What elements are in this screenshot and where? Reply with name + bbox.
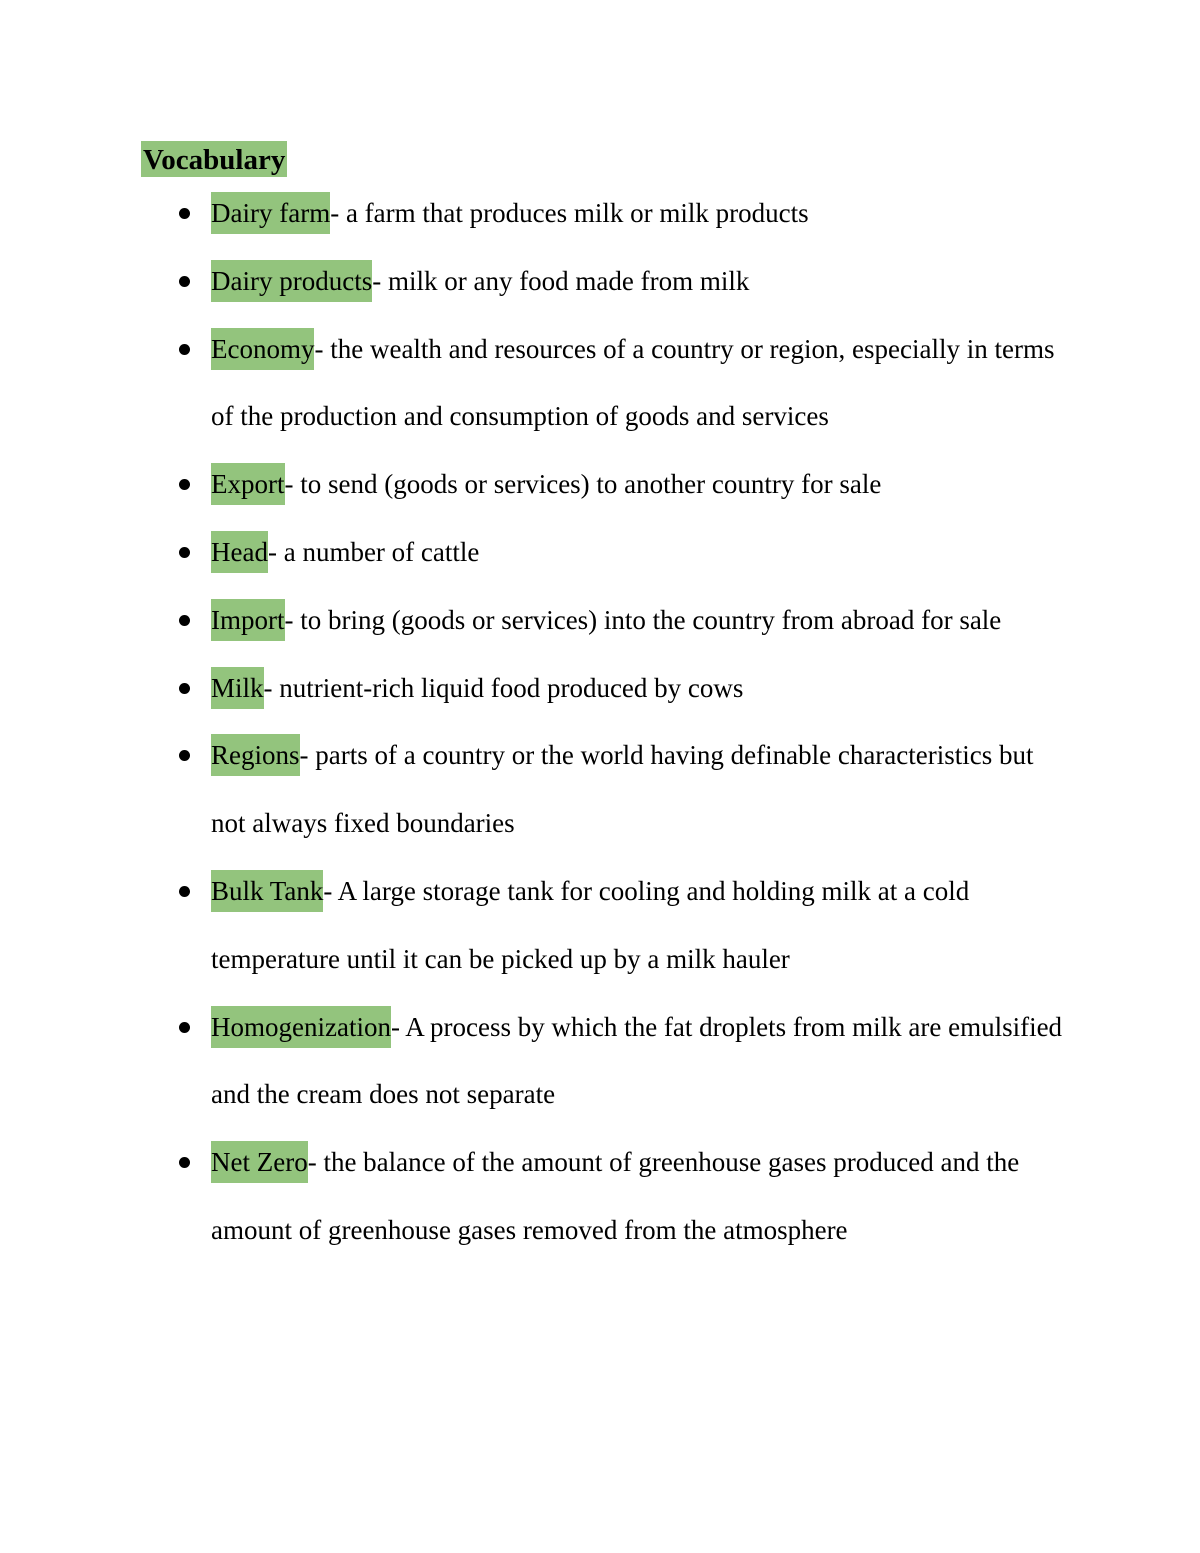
bullet-icon bbox=[179, 683, 190, 694]
vocab-definition: - A large storage tank for cooling and holding milk at a cold temperature until it can be picked up by a milk hauler bbox=[211, 875, 970, 974]
vocab-term: Dairy products bbox=[211, 260, 372, 302]
vocab-item-dairy-farm bbox=[0, 180, 1071, 248]
vocab-term: Regions bbox=[211, 734, 300, 776]
vocab-item-import bbox=[0, 587, 1071, 655]
vocab-item-milk bbox=[0, 655, 1071, 723]
vocab-definition: - nutrient-rich liquid food produced by cows bbox=[263, 672, 744, 703]
vocab-definition: - a number of cattle bbox=[267, 536, 480, 567]
vocab-item-head bbox=[0, 519, 1071, 587]
bullet-icon bbox=[179, 1157, 190, 1168]
bullet-icon bbox=[179, 208, 190, 219]
vocab-term: Import bbox=[211, 599, 285, 641]
vocab-term: Net Zero bbox=[211, 1141, 308, 1183]
vocab-item-dairy-products bbox=[0, 248, 1071, 316]
vocab-definition: - a farm that produces milk or milk products bbox=[330, 198, 809, 228]
vocab-item-homogenization bbox=[0, 994, 1071, 1130]
bullet-icon bbox=[179, 276, 190, 287]
vocab-item-net-zero bbox=[0, 1129, 1071, 1265]
bullet-icon bbox=[179, 750, 190, 761]
document-heading: Vocabulary bbox=[141, 141, 287, 177]
vocab-item-regions bbox=[0, 722, 1071, 858]
vocab-definition: - the wealth and resources of a country or region, especially in terms of the production and consumption of goods and services bbox=[211, 333, 1055, 432]
vocab-item-export bbox=[0, 451, 1071, 519]
vocab-definition: - milk or any food made from milk bbox=[372, 265, 750, 296]
vocab-definition: - parts of a country or the world having definable characteristics but not always fixed boundaries bbox=[211, 740, 1034, 839]
bullet-icon bbox=[179, 547, 190, 558]
bullet-icon bbox=[179, 344, 190, 355]
vocab-term: Homogenization bbox=[211, 1006, 391, 1048]
vocab-item-economy bbox=[0, 316, 1071, 452]
vocab-term: Milk bbox=[211, 667, 264, 709]
vocab-definition: - the balance of the amount of greenhouse gases produced and the amount of greenhouse gases removed from the atmosphere bbox=[211, 1147, 1020, 1245]
vocabulary-list bbox=[0, 180, 1200, 1265]
vocab-term: Dairy farm bbox=[211, 192, 330, 234]
bullet-icon bbox=[179, 615, 190, 626]
vocab-term: Export bbox=[211, 463, 285, 505]
vocab-definition: - A process by which the fat droplets from milk are emulsified and the cream does not separate bbox=[211, 1011, 1063, 1110]
vocab-term: Economy bbox=[211, 328, 314, 370]
vocab-term: Bulk Tank bbox=[211, 870, 323, 912]
bullet-icon bbox=[179, 479, 190, 490]
vocab-term: Head bbox=[211, 531, 268, 573]
bullet-icon bbox=[179, 886, 190, 897]
vocab-definition: - to bring (goods or services) into the country from abroad for sale bbox=[284, 604, 1002, 635]
vocab-definition: - to send (goods or services) to another country for sale bbox=[284, 469, 882, 500]
vocab-item-bulk-tank bbox=[0, 858, 1071, 994]
bullet-icon bbox=[179, 1022, 190, 1033]
